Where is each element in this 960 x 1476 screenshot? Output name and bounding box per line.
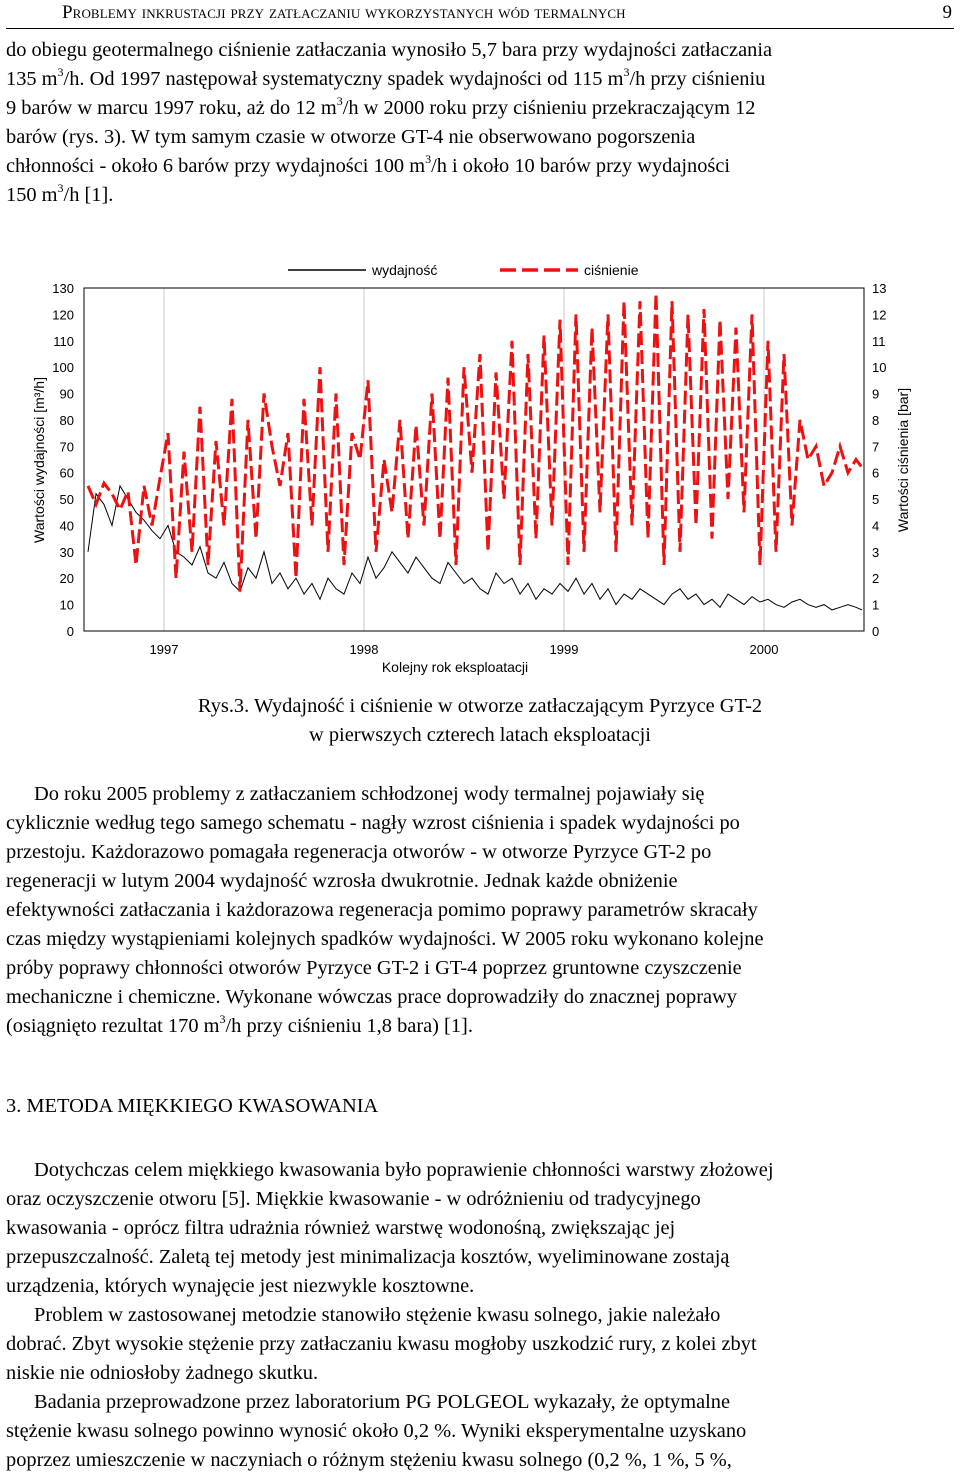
text-line: cyklicznie według tego samego schematu - nagły wzrost ciśnienia i spadek wydajności po	[6, 812, 740, 834]
y-tick-left: 90	[59, 386, 74, 402]
text-line: dobrać. Zbyt wysokie stężenie przy zatłaczaniu kwasu mogłoby uszkodzić rury, z kolei zbyt	[6, 1333, 757, 1355]
y-tick-left: 70	[59, 439, 74, 455]
figure-caption	[0, 692, 960, 750]
y-tick-left: 30	[59, 544, 74, 560]
text-line: oraz oczyszczenie otworu [5]. Miękkie kwasowanie - w odróżnieniu od tradycyjnego	[6, 1188, 701, 1210]
y-tick-right: 7	[872, 439, 880, 455]
legend-flow-label: wydajność	[372, 262, 438, 278]
y-tick-left: 130	[52, 281, 74, 296]
y-tick-left: 100	[52, 360, 74, 376]
flow-pressure-chart	[0, 255, 960, 685]
text-line: regeneracji w lutym 2004 wydajność wzrosła dwukrotnie. Jednak każde obniżenie	[6, 870, 678, 892]
y-tick-right: 13	[872, 281, 887, 296]
text-line: 9 barów w marcu 1997 roku, aż do 12 $m^3/h$ w 2000 roku przy ciśnieniu przekraczającym 12	[6, 94, 756, 119]
y-tick-left: 40	[59, 518, 74, 534]
pressure-series-line	[88, 293, 862, 591]
chart-legend	[288, 262, 639, 278]
text-line: stężenie kwasu solnego powinno wynosić około 0,2 %. Wyniki eksperymentalne uzyskano	[6, 1420, 747, 1442]
text-line: 135 $m^3/h$. Od 1997 następował systematyczny spadek wydajności od 115 $m^3/h$ przy ciśnieniu	[6, 65, 766, 90]
text-line: poprzez umieszczenie w naczyniach o różnym stężeniu kwasu solnego (0,2 %, 1 %, 5 %,	[6, 1449, 732, 1471]
y-tick-right: 3	[872, 544, 880, 560]
text-line: 150 $m^3/h$ [1].	[6, 181, 114, 206]
y-tick-left: 20	[59, 571, 74, 587]
section-heading: 3. METODA MIĘKKIEGO KWASOWANIA	[6, 1095, 379, 1117]
text-line: kwasowania - oprócz filtra udrażnia również warstwę wodonośną, zwiększając jej	[6, 1217, 676, 1239]
text-line: do obiegu geotermalnego ciśnienie zatłaczania wynosiło 5,7 bara przy wydajności zatłaczania	[6, 39, 773, 61]
paragraph-research	[6, 1388, 954, 1475]
paragraph-soft-acidizing	[6, 1156, 954, 1301]
y-tick-right: 6	[872, 465, 880, 481]
text-line: czas między wystąpieniami kolejnych spadków wydajności. W 2005 roku wykonano kolejne	[6, 928, 764, 950]
y-tick-right: 4	[872, 518, 880, 534]
paragraph-problems	[6, 780, 954, 1041]
x-tick-label: 2000	[749, 642, 779, 657]
y-tick-left: 60	[59, 465, 74, 481]
y-tick-left: 0	[66, 624, 74, 639]
y-tick-right: 9	[872, 386, 880, 402]
y-tick-right: 2	[872, 571, 880, 587]
paragraph-acid-concentration	[6, 1301, 954, 1388]
y-axis-right-ticks	[872, 281, 886, 639]
text-line: przepuszczalność. Zaletą tej metody jest minimalizacja kosztów, wyeliminowane zostają	[6, 1246, 730, 1268]
y-axis-left-ticks	[52, 281, 74, 639]
y-tick-right: 8	[872, 412, 880, 428]
text-line: urządzenia, których wynajęcie jest niezwykle kosztowne.	[6, 1275, 475, 1297]
running-header	[6, 2, 954, 29]
text-line: mechaniczne i chemiczne. Wykonane wówczas prace doprowadziły do znacznej poprawy	[6, 986, 737, 1008]
text-line: Badania przeprowadzone przez laboratorium PG POLGEOL wykazały, że optymalne	[34, 1391, 731, 1413]
y-tick-right: 0	[872, 624, 880, 639]
y-tick-left: 120	[52, 307, 74, 323]
header-title: Problemy inkrustacji przy zatłaczaniu wykorzystanych wód termalnych	[62, 2, 626, 23]
text-line: Dotychczas celem miękkiego kwasowania było poprawienie chłonności warstwy złożowej	[34, 1159, 774, 1181]
y-tick-left: 10	[59, 597, 74, 613]
y-tick-left: 50	[59, 492, 74, 508]
legend-pressure-label: ciśnienie	[584, 262, 639, 278]
text-line: niskie nie odniosłoby żadnego skutku.	[6, 1362, 319, 1384]
x-tick-label: 1997	[149, 642, 179, 657]
y-tick-right: 10	[872, 360, 887, 376]
y-tick-right: 5	[872, 492, 880, 508]
x-tick-label: 1999	[549, 642, 579, 657]
plot-frame	[84, 288, 864, 631]
y-tick-left: 110	[53, 333, 74, 349]
y-tick-right: 11	[872, 333, 886, 349]
y-tick-left: 80	[59, 412, 74, 428]
y-axis-right-label: Wartości ciśnienia [bar]	[895, 387, 911, 533]
text-line: Do roku 2005 problemy z zatłaczaniem schłodzonej wody termalnej pojawiały się	[34, 783, 705, 805]
page-number: 9	[942, 2, 952, 23]
y-axis-left-label: Wartości wydajności [m³/h]	[31, 377, 47, 543]
text-line: Problem w zastosowanej metodzie stanowiło stężenie kwasu solnego, jakie należało	[34, 1304, 721, 1326]
y-tick-right: 12	[872, 307, 887, 323]
text-line: (osiągnięto rezultat 170 $m^3/h$ przy ciśnieniu 1,8 bara) [1].	[6, 1012, 473, 1037]
text-line: chłonności - około 6 barów przy wydajności 100 $m^3/h$ i około 10 barów przy wydajności	[6, 152, 731, 177]
text-line: przestoju. Każdorazowo pomagała regeneracja otworów - w otworze Pyrzyce GT-2 po	[6, 841, 712, 863]
text-line: próby poprawy chłonności otworów Pyrzyce GT-2 i GT-4 poprzez gruntowne czyszczenie	[6, 957, 742, 979]
caption-line: Rys.3. Wydajność i ciśnienie w otworze zatłaczającym Pyrzyce GT-2	[197, 695, 763, 717]
x-tick-label: 1998	[349, 642, 379, 657]
text-line: efektywności zatłaczania i każdorazowa regeneracja pomimo poprawy parametrów skracały	[6, 899, 758, 921]
x-axis-label: Kolejny rok eksploatacji	[381, 659, 529, 675]
text-line: barów (rys. 3). W tym samym czasie w otworze GT-4 nie obserwowano pogorszenia	[6, 126, 696, 148]
x-axis-ticks	[150, 642, 779, 657]
caption-line: w pierwszych czterech latach eksploatacji	[309, 724, 651, 746]
y-tick-right: 1	[872, 597, 880, 613]
paragraph-intro	[6, 36, 954, 210]
